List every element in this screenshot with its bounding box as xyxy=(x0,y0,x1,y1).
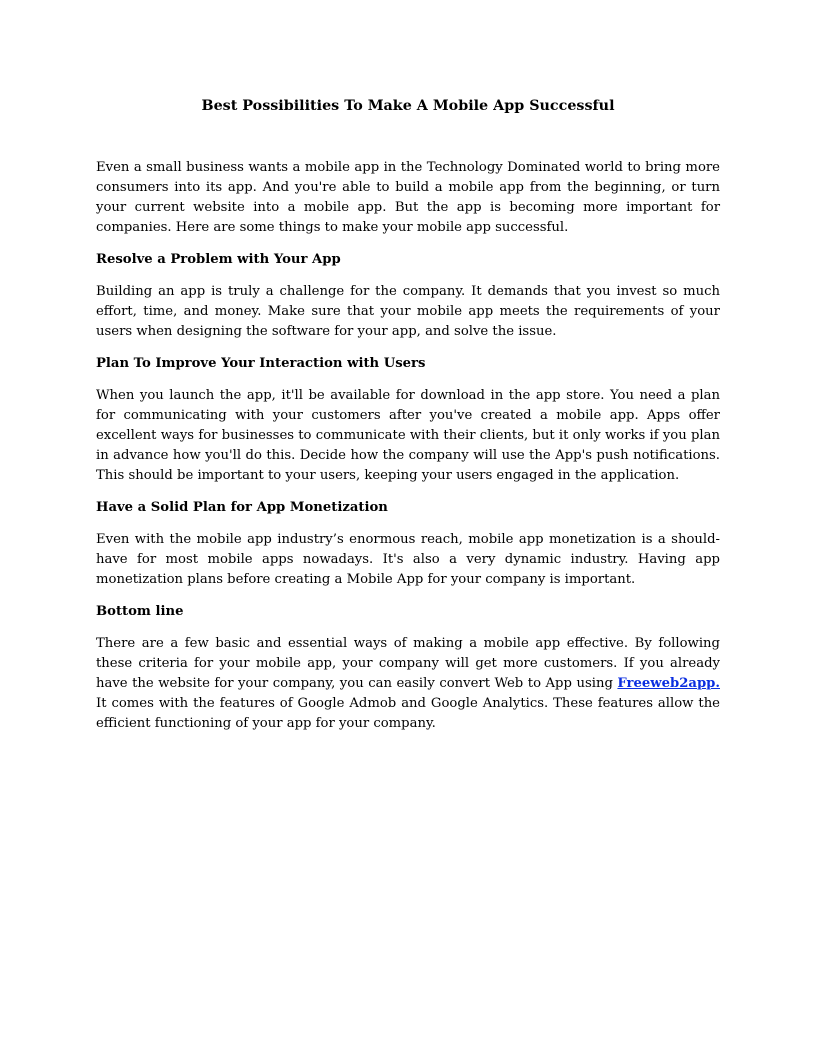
section-heading-interaction: Plan To Improve Your Interaction with Users xyxy=(96,356,426,371)
page-title: Best Possibilities To Make A Mobile App Successful xyxy=(201,98,615,114)
section-body-interaction: When you launch the app, it'll be available for download in the app store. You need a plan for communicating with your customers after you've created a mobile app. Apps offer excellent ways for businesses to communicate with their clients, but it only works if you plan in advance how you'll do this. Decide how the company will use the App's push notifications. This should be important to your users, keeping your users engaged in the application. xyxy=(96,388,720,483)
document-page xyxy=(96,96,720,746)
freeweb2app-link[interactable]: Freeweb2app. xyxy=(617,676,720,691)
section-heading-bottom-line: Bottom line xyxy=(96,604,184,619)
section-heading-resolve-problem: Resolve a Problem with Your App xyxy=(96,252,341,267)
section-body-bottom-line xyxy=(96,634,720,734)
section-body-monetization: Even with the mobile app industry’s enormous reach, mobile app monetization is a should-have for most mobile apps nowadays. It's also a very dynamic industry. Having app monetization plans before creating a Mobile App for your company is important. xyxy=(96,532,720,587)
bottom-line-text-before-link: There are a few basic and essential ways of making a mobile app effective. By following these criteria for your mobile app, your company will get more customers. If you already have the website for your company, you can easily convert Web to App using xyxy=(96,636,720,691)
intro-paragraph: Even a small business wants a mobile app in the Technology Dominated world to bring more consumers into its app. And you're able to build a mobile app from the beginning, or turn your current website into a mobile app. But the app is becoming more important for companies. Here are some things to make your mobile app successful. xyxy=(96,160,720,235)
section-heading-monetization: Have a Solid Plan for App Monetization xyxy=(96,500,388,515)
section-body-resolve-problem: Building an app is truly a challenge for the company. It demands that you invest so much effort, time, and money. Make sure that your mobile app meets the requirements of your users when designing the software for your app, and solve the issue. xyxy=(96,284,720,339)
bottom-line-text-after-link: It comes with the features of Google Admob and Google Analytics. These features allow the efficient functioning of your app for your company. xyxy=(96,696,720,731)
